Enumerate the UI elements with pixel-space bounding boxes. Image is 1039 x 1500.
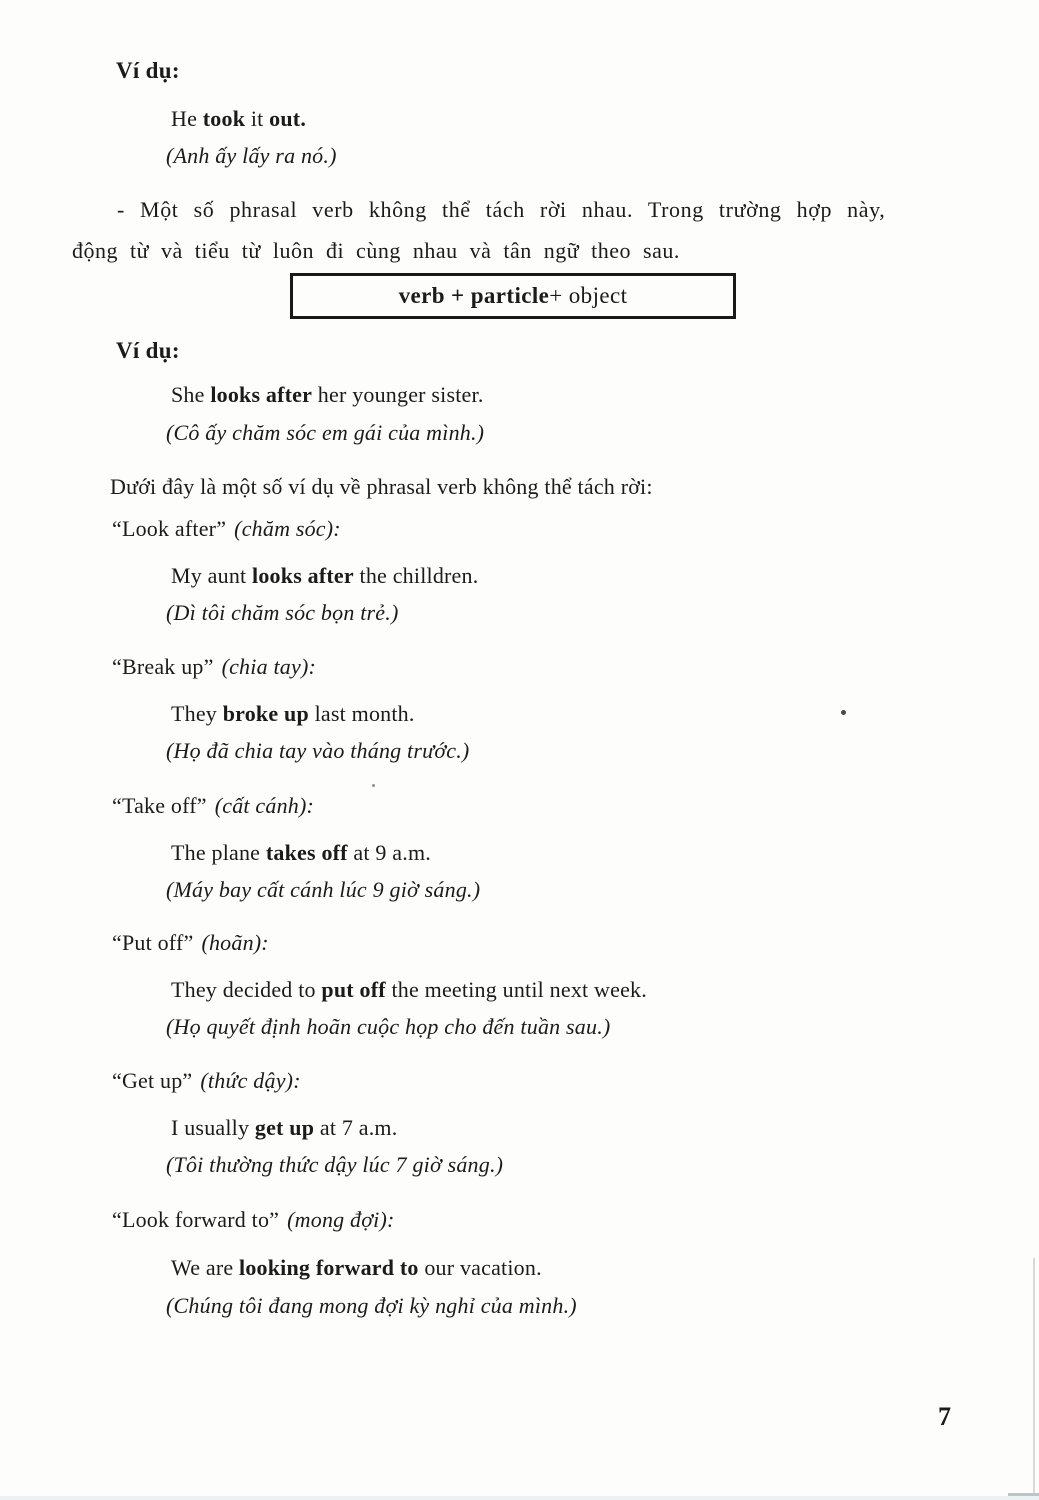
phrasal-verb-gloss: (cất cánh): [214,793,315,818]
phrasal-verb-gloss: (chia tay): [221,654,316,679]
translation-she-looks-after: (Cô ấy chăm sóc em gái của mình.) [166,420,485,445]
phrasal-verb-heading [112,929,269,957]
phrasal-verb-term: “Put off” [112,930,194,955]
sentence-part: We are [171,1255,240,1280]
example-translation: (Tôi thường thức dậy lúc 7 giờ sáng.) [166,1152,504,1177]
phrasal-verb-heading [112,1206,395,1234]
phrasal-verb-bold: broke up [222,701,309,726]
example-translation: (Chúng tôi đang mong đợi kỳ nghỉ của mình.) [166,1293,577,1318]
sentence-part: My aunt [171,563,253,588]
example-label-1: Ví dụ: [116,58,180,83]
intro-paragraph-line-2: động từ và tiểu từ luôn đi cùng nhau và tân ngữ theo sau. [72,238,680,263]
sentence-part: He [171,106,203,131]
page-scan-edge [1033,1258,1035,1500]
sentence-part: it [245,106,270,131]
formula-regular-part: + object [549,283,628,308]
phrasal-verb-heading [112,792,314,820]
sentence-part: I usually [171,1115,255,1140]
sentence-part: They [171,701,223,726]
translation-he-took-it-out: (Anh ấy lấy ra nó.) [166,143,337,168]
sentence-part: the meeting until next week. [385,977,647,1002]
phrasal-verb-heading [112,653,316,681]
formula-box [290,273,736,319]
phrasal-verb-heading [112,515,341,543]
list-intro: Dưới đây là một số ví dụ về phrasal verb không thể tách rời: [110,474,653,499]
phrasal-verb-term: “Take off” [112,793,207,818]
formula-bold-part: verb + particle [398,283,550,308]
example-translation: (Máy bay cất cánh lúc 9 giờ sáng.) [166,877,481,902]
example-sentence [171,1114,397,1142]
scan-speck [841,710,846,715]
phrasal-verb-gloss: (chăm sóc): [234,516,341,541]
example-sentence [171,976,647,1004]
example-sentence-he-took-it-out [171,105,306,133]
phrasal-verb-gloss: (thức dậy): [200,1068,301,1093]
example-translation: (Họ quyết định hoãn cuộc họp cho đến tuần sau.) [166,1014,611,1039]
example-translation: (Dì tôi chăm sóc bọn trẻ.) [166,600,399,625]
sentence-part: her younger sister. [312,382,484,407]
phrasal-verb-bold: looks after [252,563,354,588]
example-sentence-she-looks-after [171,381,484,409]
phrasal-verb-bold: takes off [265,840,348,865]
sentence-part: last month. [308,701,415,726]
page-number: 7 [938,1402,951,1431]
phrasal-verb-bold: looking forward to [239,1255,419,1280]
example-sentence [171,700,415,728]
example-sentence [171,1254,542,1282]
sentence-part: The plane [171,840,266,865]
sentence-part: She [171,382,211,407]
phrasal-verb-gloss: (mong đợi): [287,1207,395,1232]
scan-speck [372,784,375,787]
phrasal-verb-bold: took [202,106,246,131]
sentence-part: at 9 a.m. [347,840,431,865]
example-sentence [171,562,478,590]
phrasal-verb-term: “Look forward to” [112,1207,280,1232]
page-bottom-edge [0,1496,1039,1500]
example-translation: (Họ đã chia tay vào tháng trước.) [166,738,470,763]
sentence-part: the chilldren. [353,563,479,588]
intro-paragraph-line-1: - Một số phrasal verb không thể tách rời nhau. Trong trường hợp này, [117,197,886,222]
phrasal-verb-gloss: (hoãn): [201,930,269,955]
sentence-part: our vacation. [418,1255,542,1280]
sentence-part: They decided to [171,977,322,1002]
phrasal-verb-bold: looks after [210,382,313,407]
phrasal-verb-term: “Get up” [112,1068,193,1093]
phrasal-verb-bold: put off [321,977,386,1002]
phrasal-verb-bold: get up [254,1115,315,1140]
sentence-part: at 7 a.m. [314,1115,398,1140]
phrasal-verb-term: “Break up” [112,654,214,679]
phrasal-verb-term: “Look after” [112,516,227,541]
example-sentence [171,839,431,867]
example-label-2: Ví dụ: [116,338,180,363]
phrasal-verb-bold: out. [269,106,307,131]
phrasal-verb-heading [112,1067,301,1095]
